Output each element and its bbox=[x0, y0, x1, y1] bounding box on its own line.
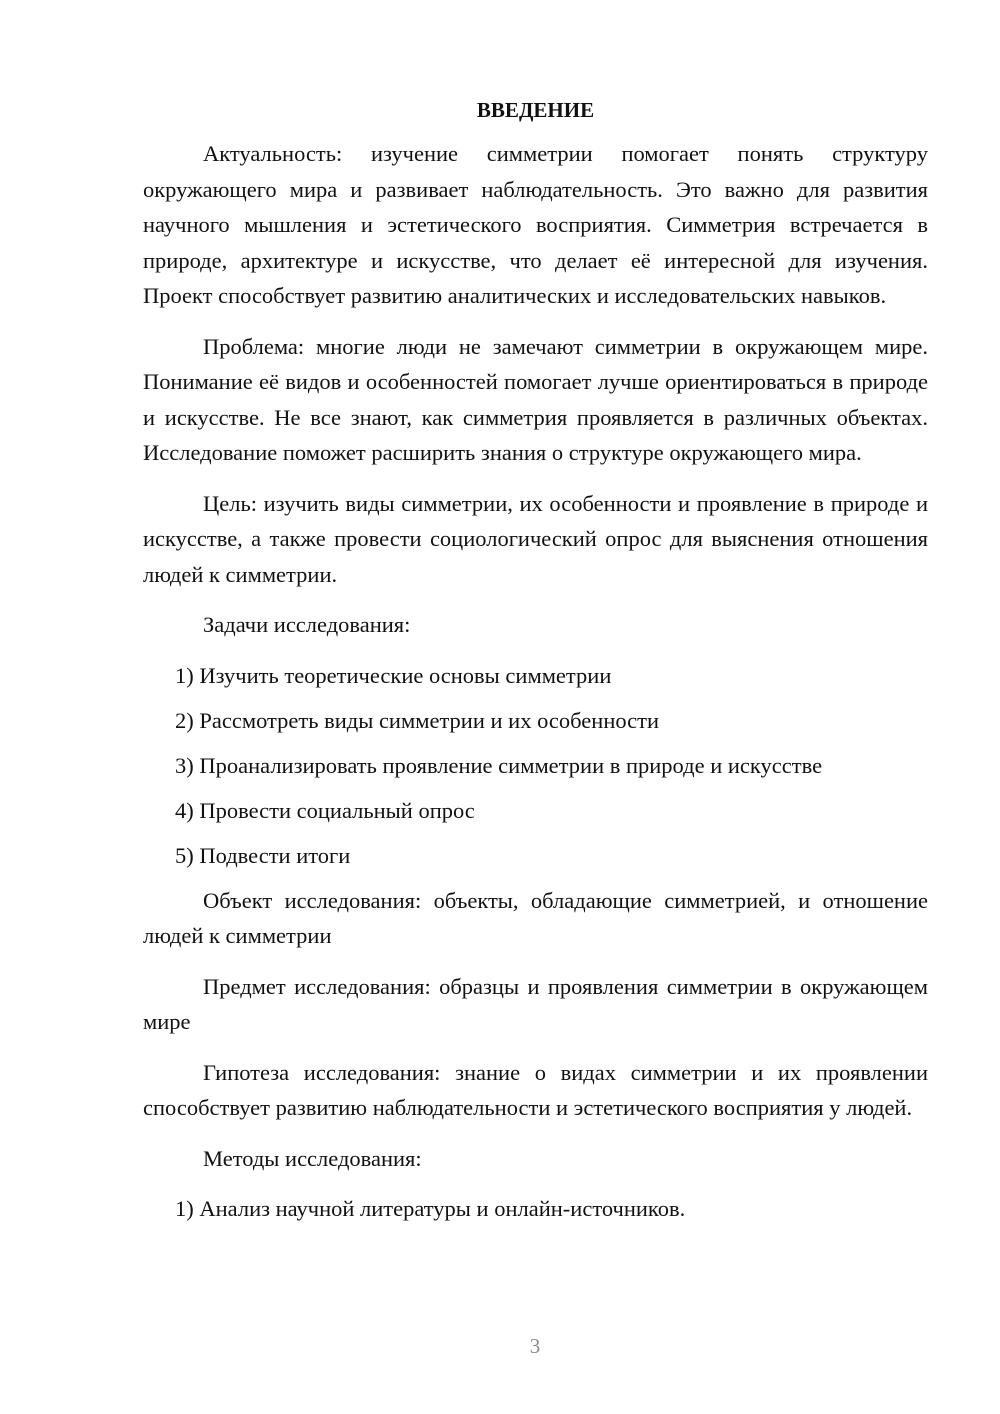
document-page bbox=[143, 96, 928, 1236]
tasks-heading: Задачи исследования: bbox=[203, 612, 411, 637]
goal-paragraph: Цель: изучить виды симметрии, их особенности и проявление в природе и искусстве, а также провести социологический опрос для выяснения отношения людей к симметрии. bbox=[143, 490, 928, 587]
subject-paragraph: Предмет исследования: образцы и проявления симметрии в окружающем мире bbox=[143, 973, 928, 1034]
hypothesis-paragraph: Гипотеза исследования: знание о видах симметрии и их проявлении способствует развитию наблюдательности и эстетического восприятия у людей. bbox=[143, 1059, 928, 1120]
relevance-paragraph: Актуальность: изучение симметрии помогает понять структуру окружающего мира и развивает наблюдательность. Это важно для развития научного мышления и эстетического восприятия. Симметрия встречается в природе, архитектуре и искусстве, что делает её интересной для изучения. Проект способствует развитию аналитических и исследовательских навыков. bbox=[143, 141, 928, 308]
task-item: 5) Подвести итоги bbox=[175, 842, 351, 868]
page-number: 3 bbox=[529, 1334, 541, 1358]
object-paragraph: Объект исследования: объекты, обладающие симметрией, и отношение людей к симметрии bbox=[143, 887, 928, 948]
task-item: 2) Рассмотреть виды симметрии и их особенности bbox=[175, 707, 660, 733]
task-item: 4) Провести социальный опрос bbox=[175, 797, 475, 823]
task-item: 3) Проанализировать проявление симметрии в природе и искусстве bbox=[175, 752, 823, 778]
method-item: 1) Анализ научной литературы и онлайн-источников. bbox=[175, 1196, 686, 1221]
page-title: ВВЕДЕНИЕ bbox=[476, 98, 595, 122]
problem-paragraph: Проблема: многие люди не замечают симметрии в окружающем мире. Понимание её видов и особенностей помогает лучше ориентироваться в природе и искусстве. Не все знают, как симметрия проявляется в различных объектах. Исследование поможет расширить знания о структуре окружающего мира. bbox=[143, 333, 928, 465]
task-item: 1) Изучить теоретические основы симметрии bbox=[175, 662, 612, 688]
methods-heading: Методы исследования: bbox=[203, 1145, 422, 1171]
